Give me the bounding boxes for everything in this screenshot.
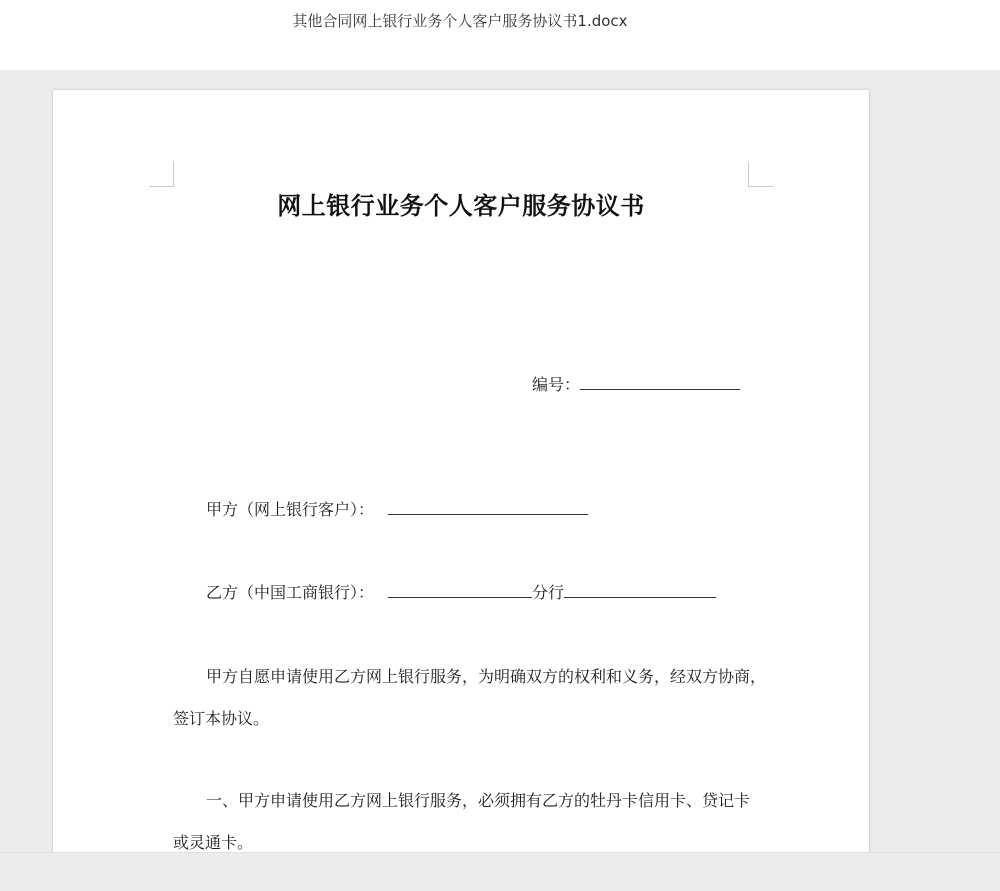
party-a-blank bbox=[388, 500, 588, 515]
document-title: 网上银行业务个人客户服务协议书 bbox=[277, 192, 645, 220]
document-viewer[interactable] bbox=[0, 70, 1000, 852]
document-page[interactable] bbox=[53, 90, 869, 852]
margin-corner-top-left bbox=[149, 162, 174, 187]
status-bar bbox=[0, 852, 1000, 891]
party-b-line bbox=[206, 580, 716, 603]
intro-line-2: 签订本协议。 bbox=[173, 709, 270, 728]
title-bar bbox=[0, 0, 1000, 70]
branch-label: 分行 bbox=[532, 583, 565, 602]
party-b-label: 乙方（中国工商银行）： bbox=[206, 583, 375, 602]
intro-line-1: 甲方自愿申请使用乙方网上银行服务，为明确双方的权利和义务，经双方协商， bbox=[206, 667, 767, 686]
party-a-line bbox=[206, 497, 588, 520]
party-b-blank bbox=[388, 583, 532, 598]
number-blank bbox=[580, 375, 740, 390]
number-line bbox=[532, 372, 740, 395]
file-name: 其他合同网上银行业务个人客户服务协议书1.docx bbox=[292, 12, 628, 30]
margin-corner-top-right bbox=[748, 162, 773, 187]
clause-1-line-2: 或灵通卡。 bbox=[173, 833, 254, 852]
number-label: 编号： bbox=[532, 375, 581, 394]
branch-blank bbox=[564, 583, 716, 598]
clause-1-line-1: 一、甲方申请使用乙方网上银行服务，必须拥有乙方的牡丹卡信用卡、贷记卡 bbox=[206, 791, 751, 810]
party-a-label: 甲方（网上银行客户）： bbox=[206, 500, 375, 519]
